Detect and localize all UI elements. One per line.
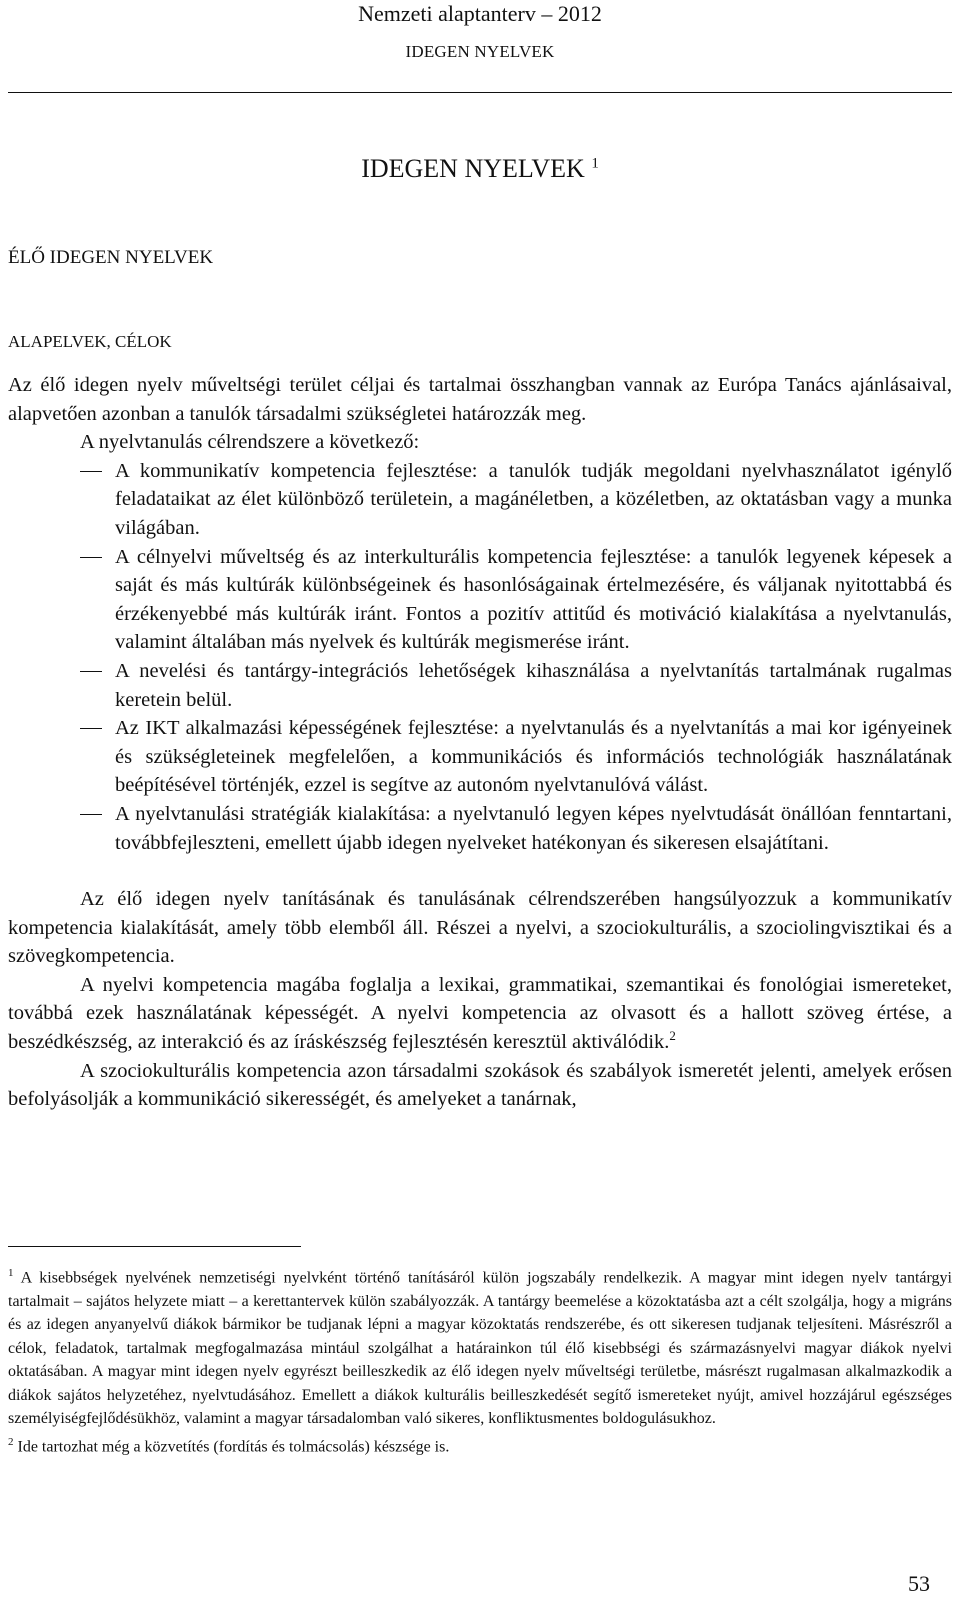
footnote-number: 2 bbox=[8, 1435, 14, 1448]
paragraph-text: A nyelvi kompetencia magába foglalja a lexikai, grammatikai, szemantikai és fonológiai ismereteket, továbbá ezek használatának képességét. A nyelvi kompetencia az olvasott és a hallott szöveg értése, a beszédkészség, az interakció és az íráskészség fejlesztésén keresztül aktiválódik. bbox=[8, 973, 952, 1054]
subheading: ALAPELVEK, CÉLOK bbox=[8, 332, 172, 351]
running-head-title: Nemzeti alaptanterv – 2012 bbox=[358, 1, 602, 26]
dash-bullet bbox=[80, 814, 102, 815]
paragraph-language-competence bbox=[8, 971, 952, 1057]
dash-bullet bbox=[80, 557, 102, 558]
list-item bbox=[8, 457, 952, 543]
list-item-text: A nyelvtanulási stratégiák kialakítása: a nyelvtanuló legyen képes nyelvtudását önállóan fenntartani, továbbfejleszteni, emellett újabb idegen nyelveket hatékonyan és sikeresen elsajátítani. bbox=[115, 802, 952, 854]
footnote-number: 1 bbox=[8, 1267, 14, 1279]
list-item bbox=[8, 543, 952, 657]
footnote-2 bbox=[8, 1431, 952, 1459]
dash-bullet bbox=[80, 671, 102, 672]
list-item-text: A kommunikatív kompetencia fejlesztése: a tanulók tudják megoldani nyelvhasználatot igénylő feladataikat az élet különböző területein, a magánéletben, a közéletben, az oktatásban vagy a munka világában. bbox=[115, 459, 952, 539]
intro-list-lead: A nyelvtanulás célrendszere a következő: bbox=[80, 431, 420, 454]
footnote-text: Ide tartozhat még a közvetítés (fordítás és tolmácsolás) készsége is. bbox=[17, 1438, 450, 1456]
list-item bbox=[8, 800, 952, 857]
list-item-text: A nevelési és tantárgy-integrációs lehetőségek kihasználása a nyelvtanítás tartalmának rugalmas keretein belül. bbox=[115, 659, 952, 711]
dash-bullet bbox=[80, 471, 102, 472]
paragraph-communicative-competence: Az élő idegen nyelv tanításának és tanulásának célrendszerében hangsúlyozzuk a kommunikatív kompetencia kialakítását, amely több elemből áll. Részei a nyelvi, a szociokulturális, a szociolingvisztikai és a szövegkompetencia. bbox=[8, 888, 952, 968]
list-item bbox=[8, 657, 952, 714]
goals-list bbox=[8, 457, 952, 857]
intro-sentence: Az élő idegen nyelv műveltségi terület céljai és tartalmai összhangban vannak az Európa Tanács ajánlásaival, alapvetően azonban a tanulók társadalmi szükségletei határozzák meg. bbox=[8, 374, 952, 425]
main-text bbox=[8, 371, 952, 1114]
paragraph-gap bbox=[8, 857, 952, 885]
footnote-rule bbox=[8, 1246, 301, 1247]
list-item-text: A célnyelvi műveltség és az interkulturális kompetencia fejlesztése: a tanulók legyenek képesek a saját és más kultúrák különbségeinek és hasonlóságainak értelmezésére, és váljanak nyitottabbá és érzékenyebbé más kultúrák iránt. Fontos a pozitív attitűd és motiváció kialakítása a nyelvtanulás, valamint általában más nyelvek és kultúrák megismerése iránt. bbox=[115, 545, 952, 654]
section-heading: ÉLŐ IDEGEN NYELVEK bbox=[8, 247, 214, 268]
running-head bbox=[0, 0, 960, 64]
dash-bullet bbox=[80, 728, 102, 729]
list-item-text: Az IKT alkalmazási képességének fejlesztése: a nyelvtanulás és a nyelvtanítás a mai kor igényeinek és szükségleteinek megfelelően, a kommunikációs és információs technológiák használatának beépítésével történjék, ezzel is segítve az autonóm nyelvtanulóvá válást. bbox=[115, 717, 952, 797]
page-number: 53 bbox=[908, 1571, 930, 1596]
paragraph-sociocultural-competence: A szociokulturális kompetencia azon társadalmi szokások és szabályok ismeretét jelenti, amelyek erősen befolyásolják a kommunikáció sikerességét, és amelyeket a tanárnak, bbox=[8, 1059, 952, 1111]
footnote-text: A kisebbségek nyelvének nemzetiségi nyelvként történő tanításáról külön jogszabály rendelkezik. A magyar mint idegen nyelv tantárgyi tartalmait – sajátos helyzete miatt – a kerettantervek külön szabályozzák. A tantárgy beemelése a közoktatásba azt a célt szolgálja, hogy a migráns és az idegen anyanyelvű diákok bármikor be tudjanak lépni a magyar közoktatás rendszerébe, és ott sikeresen tudjanak teljesíteni. Másrészről a célok, feladatok, tartalmak megfogalmazása mintául szolgálhat a határainkon túl élő kisebbségi és származásnyelvi magyar diákok nyelvi oktatásában. A magyar mint idegen nyelv egyrészt beilleszkedik az élő idegen nyelv műveltségi területbe, másrészt rugalmasan alkalmazkodik a diákok sajátos helyzetéhez, nyelvtudásához. Emellett a diákok kulturális beilleszkedését segítő ismereteket nyújt, amivel hozzájárul egészséges személyiségfejlődésükhöz, valamint a magyar társadalomban való sikeres, konfliktusmentes boldogulásukhoz. bbox=[8, 1269, 952, 1428]
footnote-ref: 2 bbox=[669, 1028, 676, 1044]
running-head-subject: IDEGEN NYELVEK bbox=[405, 42, 555, 61]
document-title bbox=[0, 152, 960, 186]
footnote-1 bbox=[8, 1262, 952, 1431]
title-text: IDEGEN NYELVEK bbox=[361, 154, 585, 183]
title-footnote-ref: 1 bbox=[591, 155, 599, 172]
list-item bbox=[8, 714, 952, 800]
header-rule bbox=[8, 92, 952, 93]
footnotes bbox=[8, 1262, 952, 1459]
